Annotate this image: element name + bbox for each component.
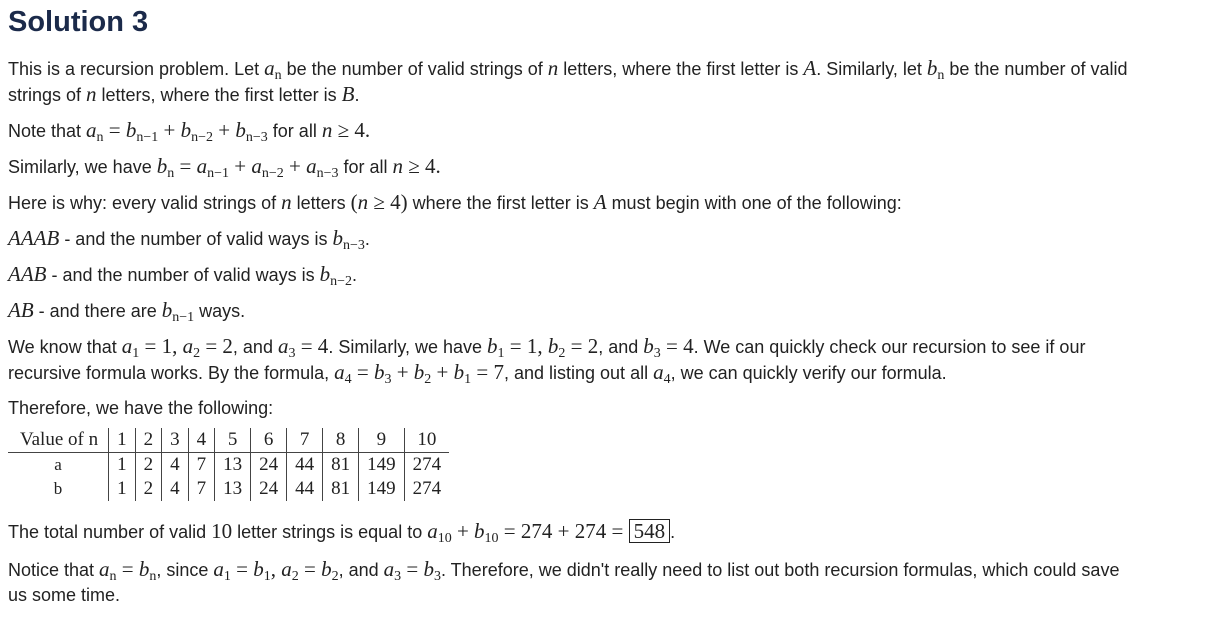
value-cell: 44 [287, 477, 323, 501]
value-cell: 1 [109, 453, 136, 478]
n-cell: 7 [287, 428, 323, 453]
intro-line-1: This is a recursion problem. Let $a_n$ be the number of valid strings of n letters, where the first letter is A. Similarly, let $b_n$ be the number of valid [8, 56, 1128, 83]
initial-values-line-2: recursive formula works. By the formula, $a_4 = b_3 + b_2 + b_1 = 7$, and listing out all $a_4$, we can quickly verify our formula. [8, 360, 947, 387]
row-label: a [54, 455, 62, 474]
value-cell: 81 [323, 453, 359, 478]
value-cell: 44 [287, 453, 323, 478]
value-cell: 13 [215, 453, 251, 478]
n-cell: 4 [188, 428, 215, 453]
n-cell: 3 [162, 428, 189, 453]
value-cell: 274 [404, 477, 449, 501]
n-cell: 6 [251, 428, 287, 453]
notice-line-2: us some time. [8, 585, 121, 605]
n-cell: 2 [135, 428, 162, 453]
notice-line-1: Notice that $a_n = b_n$, since $a_1 = b_1$, $a_2 = b_2$, and $a_3 = b_3$. Therefore, we didn't really need to list out both recursion formulas, which could save [8, 557, 1120, 584]
value-cell: 149 [359, 477, 405, 501]
value-cell: 4 [162, 453, 189, 478]
n-cell: 5 [215, 428, 251, 453]
answer-box: 548 [629, 519, 671, 543]
case-ab: AB - and there are $b_{n-1}$ ways. [8, 298, 246, 325]
recursion-b: Similarly, we have $b_n = a_{n-1} + a_{n-2} + a_{n-3}$ for all n ≥ 4. [8, 154, 441, 181]
n-cell: 8 [323, 428, 359, 453]
explanation-line: Here is why: every valid strings of n letters (n ≥ 4) where the first letter is A must begin with one of the following: [8, 190, 902, 214]
initial-values-line-1: We know that $a_1 = 1$, $a_2 = 2$, and $a_3 = 4$. Similarly, we have $b_1 = 1$, $b_2 = 2$, and $b_3 = 4$. We can quickly check our recursion to see if our [8, 334, 1086, 361]
total-line: The total number of valid 10 letter strings is equal to $a_{10} + b_{10} = 274 + 274 = 548$ . [8, 519, 676, 546]
header-label: Value of n [8, 428, 109, 453]
value-cell: 81 [323, 477, 359, 501]
solution-title: Solution 3 [8, 6, 149, 38]
table-header-row [8, 428, 449, 453]
recursion-a: Note that $a_n = b_{n-1} + b_{n-2} + b_{n-3}$ for all n ≥ 4. [8, 118, 371, 145]
n-cell: 10 [404, 428, 449, 453]
therefore-line: Therefore, we have the following: [8, 398, 274, 418]
value-cell: 7 [188, 453, 215, 478]
values-table [8, 428, 449, 501]
intro-line-2: strings of n letters, where the first letter is B. [8, 82, 360, 106]
value-cell: 7 [188, 477, 215, 501]
n-cell: 9 [359, 428, 405, 453]
table-row-b [8, 477, 449, 501]
value-cell: 274 [404, 453, 449, 478]
value-cell: 4 [162, 477, 189, 501]
value-cell: 13 [215, 477, 251, 501]
value-cell: 24 [251, 453, 287, 478]
value-cell: 2 [135, 453, 162, 478]
n-cell: 1 [109, 428, 136, 453]
value-cell: 2 [135, 477, 162, 501]
row-label: b [53, 479, 63, 498]
case-aab: AAB - and the number of valid ways is $b_{n-2}$. [8, 262, 358, 289]
value-cell: 1 [109, 477, 136, 501]
value-cell: 149 [359, 453, 405, 478]
value-cell: 24 [251, 477, 287, 501]
case-aaab: AAAB - and the number of valid ways is $b_{n-3}$. [8, 226, 370, 253]
table-row-a [8, 453, 449, 478]
